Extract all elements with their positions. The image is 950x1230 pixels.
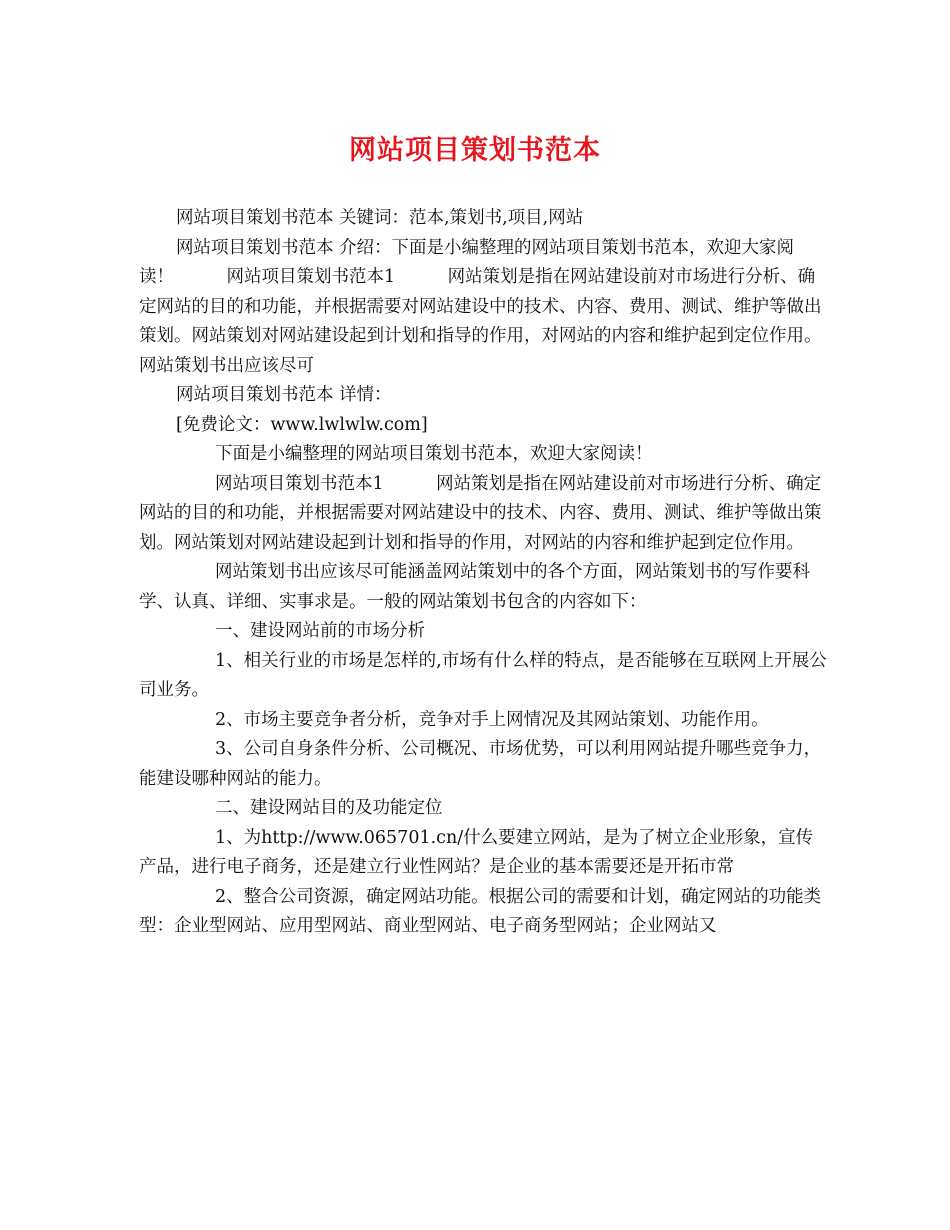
document-title: 网站项目策划书范本	[349, 135, 601, 166]
list-item: 1、相关行业的市场是怎样的,市场有什么样的特点，是否能够在互联网上开展公司业务。	[139, 650, 827, 700]
list-item: 2、市场主要竞争者分析，竞争对手上网情况及其网站策划、功能作用。	[215, 709, 769, 730]
paragraph-details-label: 网站项目策划书范本 详情：	[176, 385, 392, 405]
document-body	[139, 204, 866, 942]
section-heading: 一、建设网站前的市场分析	[215, 621, 425, 641]
section-heading: 二、建设网站目的及功能定位	[215, 798, 443, 818]
paragraph-free-paper: [免费论文：www.lwlwlw.com]	[176, 414, 428, 435]
list-item: 2、整合公司资源，确定网站功能。根据公司的需要和计划，确定网站的功能类型：企业型网站、应用型网站、商业型网站、电子商务型网站；企业网站又	[139, 886, 822, 936]
list-item: 1、为http://www.065701.cn/什么要建立网站，是为了树立企业形象，宣传产品，进行电子商务，还是建立行业性网站？是企业的基本需要还是开拓市常	[139, 827, 814, 877]
paragraph: 下面是小编整理的网站项目策划书范本，欢迎大家阅读！	[215, 444, 653, 464]
paragraph: 网站项目策划书范本1 网站策划是指在网站建设前对市场进行分析、确定网站的目的和功能，并根据需要对网站建设中的技术、内容、费用、测试、维护等做出策划。网站策划对网站建设起到计划和指导的作用，对网站的内容和维护起到定位作用。	[139, 473, 822, 553]
paragraph-intro: 网站项目策划书范本 介绍：下面是小编整理的网站项目策划书范本，欢迎大家阅读！ 网站项目策划书范本1 网站策划是指在网站建设前对市场进行分析、确定网站的目的和功能，并根据需要对网站建设中的技术、内容、费用、测试、维护等做出策划。网站策划对网站建设起到计划和指导的作用，对网站的内容和维护起到定位作用。 网站策划书出应该尽可	[139, 237, 866, 376]
paragraph: 网站策划书出应该尽可能涵盖网站策划中的各个方面，网站策划书的写作要科学、认真、详细、实事求是。一般的网站策划书包含的内容如下：	[139, 562, 810, 612]
list-item: 3、公司自身条件分析、公司概况、市场优势，可以利用网站提升哪些竞争力，能建设哪种网站的能力。	[139, 739, 822, 789]
paragraph-keywords: 网站项目策划书范本 关键词：范本,策划书,项目,网站	[176, 208, 584, 228]
